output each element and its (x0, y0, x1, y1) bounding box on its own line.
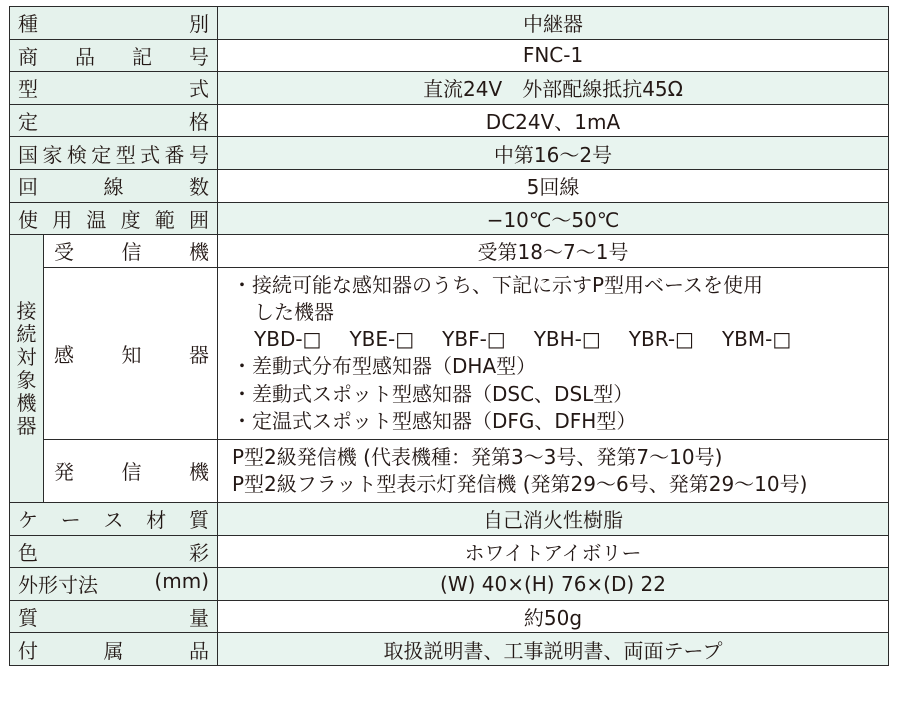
base-model: YBR-□ (628, 327, 694, 352)
value-size: (W) 40×(H) 76×(D) 22 (218, 568, 889, 601)
value-cert: 中第16～2号 (218, 137, 889, 170)
label-text: ケ ー ス 材 質 (18, 508, 209, 533)
row-model (10, 39, 889, 72)
label-text: 国 家 検 定 型 式 番 号 (18, 142, 209, 167)
value-color: ホワイトアイボリー (218, 535, 889, 568)
row-size (10, 568, 889, 601)
value-temp: −10℃～50℃ (218, 202, 889, 235)
base-model-list (232, 326, 876, 353)
row-lines (10, 169, 889, 202)
label-kind (10, 72, 218, 105)
row-rating (10, 104, 889, 137)
label-text: 受 信 機 (54, 240, 209, 265)
sensor-line: した機器 (254, 299, 334, 324)
value-type: 中継器 (218, 7, 889, 40)
label-text: 種 別 (18, 12, 209, 37)
label-weight (10, 600, 218, 633)
sensor-bullet: ・差動式スポット型感知器（DSC、DSL型） (232, 381, 634, 406)
row-cert (10, 137, 889, 170)
value-accessories: 取扱説明書、工事説明書、両面テープ (218, 633, 889, 666)
label-size (10, 568, 218, 601)
sensor-bullet: ・定温式スポット型感知器（DFG、DFH型） (232, 408, 637, 433)
label-text: 色 彩 (18, 540, 209, 565)
label-rating (10, 104, 218, 137)
label-text: 商 品 記 号 (18, 44, 209, 69)
value-transmitter (218, 439, 889, 502)
row-receiver (10, 235, 889, 268)
row-temp (10, 202, 889, 235)
base-model: YBH-□ (533, 327, 601, 352)
value-case: 自己消火性樹脂 (218, 502, 889, 535)
row-kind (10, 72, 889, 105)
base-model: YBD-□ (254, 327, 322, 352)
label-accessories (10, 633, 218, 666)
row-weight (10, 600, 889, 633)
label-text: 型 式 (18, 77, 209, 102)
label-text: 使 用 温 度 範 囲 (18, 207, 209, 232)
value-receiver: 受第18～7～1号 (218, 235, 889, 268)
value-model: FNC-1 (218, 39, 889, 72)
label-text: 感 知 器 (54, 342, 209, 367)
row-sensor (10, 267, 889, 439)
value-sensor (218, 267, 889, 439)
label-text: 定 格 (18, 110, 209, 135)
label-text: 外形寸法 (mm) (18, 569, 209, 598)
row-case (10, 502, 889, 535)
spec-table (9, 6, 889, 666)
label-type (10, 7, 218, 40)
row-color (10, 535, 889, 568)
label-lines (10, 169, 218, 202)
label-color (10, 535, 218, 568)
value-weight: 約50g (218, 600, 889, 633)
row-transmitter (10, 439, 889, 502)
value-lines: 5回線 (218, 169, 889, 202)
row-accessories (10, 633, 889, 666)
sensor-line: ・接続可能な感知器のうち、下記に示すP型用ベースを使用 (232, 272, 764, 297)
label-case (10, 502, 218, 535)
label-receiver (44, 235, 218, 268)
base-model: YBE-□ (349, 327, 415, 352)
row-type (10, 7, 889, 40)
label-cert (10, 137, 218, 170)
transmitter-line: P型2級発信機 (代表機種：発第3～3号、発第7～10号) (232, 444, 723, 469)
label-transmitter (44, 439, 218, 502)
label-text: 付 属 品 (18, 638, 209, 663)
label-text: 質 量 (18, 606, 209, 631)
sensor-bullet: ・差動式分布型感知器（DHA型） (232, 354, 537, 379)
value-kind: 直流24V 外部配線抵抗45Ω (218, 72, 889, 105)
label-temp (10, 202, 218, 235)
group-connected-devices (10, 235, 44, 503)
label-text: 発 信 機 (54, 460, 209, 485)
base-model: YBF-□ (442, 327, 506, 352)
label-text: 回 線 数 (18, 175, 209, 200)
group-label: 接続対象機器 (16, 298, 37, 438)
label-model (10, 39, 218, 72)
value-rating: DC24V、1mA (218, 104, 889, 137)
label-sensor (44, 267, 218, 439)
base-model: YBM-□ (721, 327, 792, 352)
transmitter-line: P型2級フラット型表示灯発信機 (発第29～6号、発第29～10号) (232, 471, 808, 496)
